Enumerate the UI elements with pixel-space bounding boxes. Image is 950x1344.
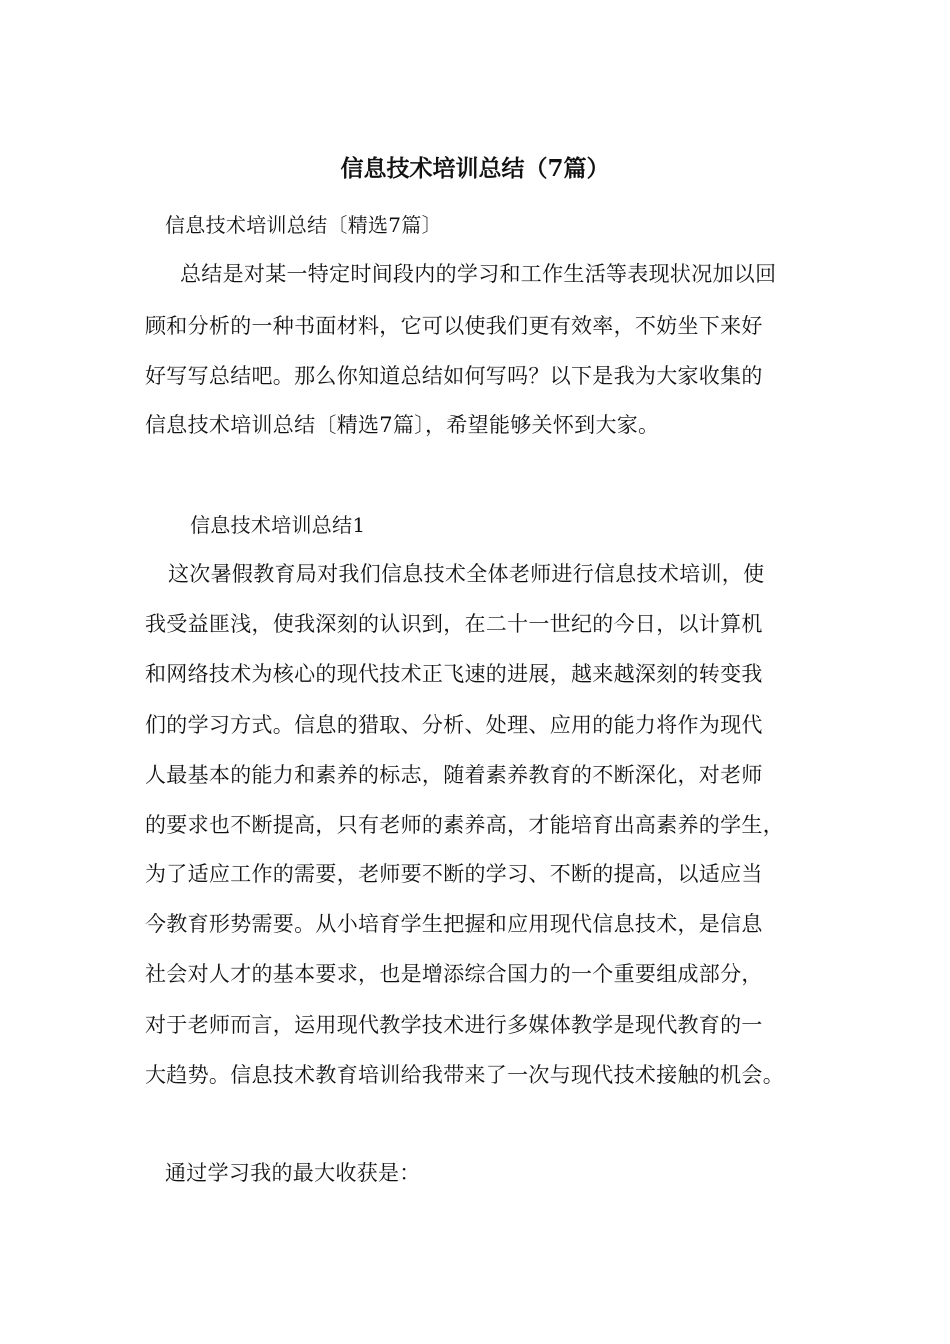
intro-line: 信息技术培训总结〔精选7篇〕，希望能够关怀到大家。 [145, 413, 660, 437]
body-line: 大趋势。信息技术教育培训给我带来了一次与现代技术接触的机会。 [145, 1063, 784, 1087]
intro-line: 总结是对某一特定时间段内的学习和工作生活等表现状况加以回 [180, 262, 777, 286]
document-title: 信息技术培训总结（7篇） [340, 155, 610, 182]
body-line: 人最基本的能力和素养的标志，随着素养教育的不断深化，对老师 [145, 763, 763, 787]
gains-heading: 通过学习我的最大收获是： [165, 1161, 421, 1185]
body-line: 和网络技术为核心的现代技术正飞速的进展，越来越深刻的转变我 [145, 662, 763, 686]
body-line: 我受益匪浅，使我深刻的认识到，在二十一世纪的今日，以计算机 [145, 612, 763, 636]
body-line: 对于老师而言，运用现代教学技术进行多媒体教学是现代教育的一 [145, 1013, 763, 1037]
body-line: 社会对人才的基本要求，也是增添综合国力的一个重要组成部分， [145, 962, 763, 986]
body-line: 们的学习方式。信息的猎取、分析、处理、应用的能力将作为现代 [145, 713, 763, 737]
body-line: 这次暑假教育局对我们信息技术全体老师进行信息技术培训，使 [168, 562, 765, 586]
section-heading: 信息技术培训总结1 [190, 513, 366, 537]
body-line: 的要求也不断提高，只有老师的素养高，才能培育出高素养的学生， [145, 813, 784, 837]
intro-line: 顾和分析的一种书面材料，它可以使我们更有效率，不妨坐下来好 [145, 314, 763, 338]
body-line: 今教育形势需要。从小培育学生把握和应用现代信息技术，是信息 [145, 912, 763, 936]
body-line: 为了适应工作的需要，老师要不断的学习、不断的提高，以适应当 [145, 862, 763, 886]
intro-line: 好写写总结吧。那么你知道总结如何写吗？以下是我为大家收集的 [145, 364, 763, 388]
document-subtitle: 信息技术培训总结〔精选7篇〕 [165, 213, 442, 237]
